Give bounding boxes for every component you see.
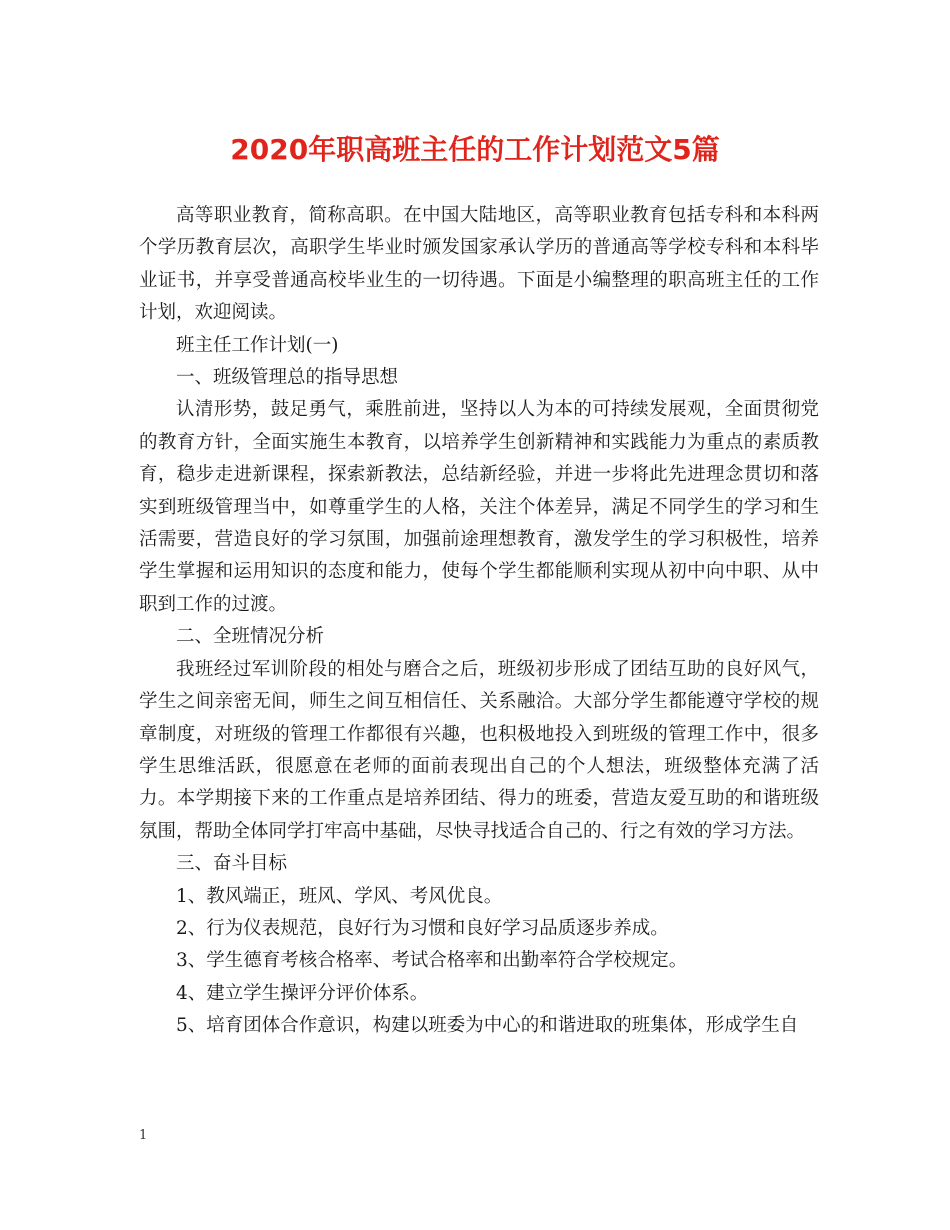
section-heading-goals: 三、奋斗目标 bbox=[176, 853, 288, 875]
section-heading-class-analysis: 二、全班情况分析 bbox=[176, 626, 325, 648]
document-title: 2020年职高班主任的工作计划范文5篇 bbox=[230, 133, 720, 166]
page-number: 1 bbox=[139, 1128, 148, 1143]
list-item-goal-5: 5、培育团体合作意识，构建以班委为中心的和谐进取的班集体，形成学生自 bbox=[176, 1015, 799, 1037]
section-heading-guiding-thought: 一、班级管理总的指导思想 bbox=[176, 367, 399, 389]
document-body bbox=[139, 200, 819, 1043]
paragraph-guiding-thought: 认清形势，鼓足勇气，乘胜前进，坚持以人为本的可持续发展观，全面贯彻党的教育方针，全面实施生本教育，以培养学生创新精神和实践能力为重点的素质教育，稳步走进新课程，探索新教法，总结新经验，并进一步将此先进理念贯切和落实到班级管理当中，如尊重学生的人格，关注个体差异，满足不同学生的学习和生活需要，营造良好的学习氛围，加强前途理想教育，激发学生的学习积极性，培养学生掌握和运用知识的态度和能力，使每个学生都能顺利实现从初中向中职、从中职到工作的过渡。 bbox=[139, 399, 819, 615]
section-heading-plan-one: 班主任工作计划(一) bbox=[176, 334, 339, 356]
paragraph-intro: 高等职业教育，简称高职。在中国大陆地区，高等职业教育包括专科和本科两个学历教育层次，高职学生毕业时颁发国家承认学历的普通高等学校专科和本科毕业证书，并享受普通高校毕业生的一切待遇。下面是小编整理的职高班主任的工作计划，欢迎阅读。 bbox=[139, 205, 819, 324]
list-item-goal-1: 1、教风端正，班风、学风、考风优良。 bbox=[176, 885, 503, 907]
list-item-goal-2: 2、行为仪表规范，良好行为习惯和良好学习品质逐步养成。 bbox=[176, 917, 669, 939]
list-item-goal-4: 4、建立学生操评分评价体系。 bbox=[176, 982, 429, 1004]
list-item-goal-3: 3、学生德育考核合格率、考试合格率和出勤率符合学校规定。 bbox=[176, 950, 688, 972]
paragraph-class-analysis: 我班经过军训阶段的相处与磨合之后，班级初步形成了团结互助的良好风气，学生之间亲密无间，师生之间互相信任、关系融洽。大部分学生都能遵守学校的规章制度，对班级的管理工作都很有兴趣，也积极地投入到班级的管理工作中，很多学生思维活跃，很愿意在老师的面前表现出自己的个人想法，班级整体充满了活力。本学期接下来的工作重点是培养团结、得力的班委，营造友爱互助的和谐班级氛围，帮助全体同学打牢高中基础，尽快寻找适合自己的、行之有效的学习方法。 bbox=[139, 658, 819, 842]
